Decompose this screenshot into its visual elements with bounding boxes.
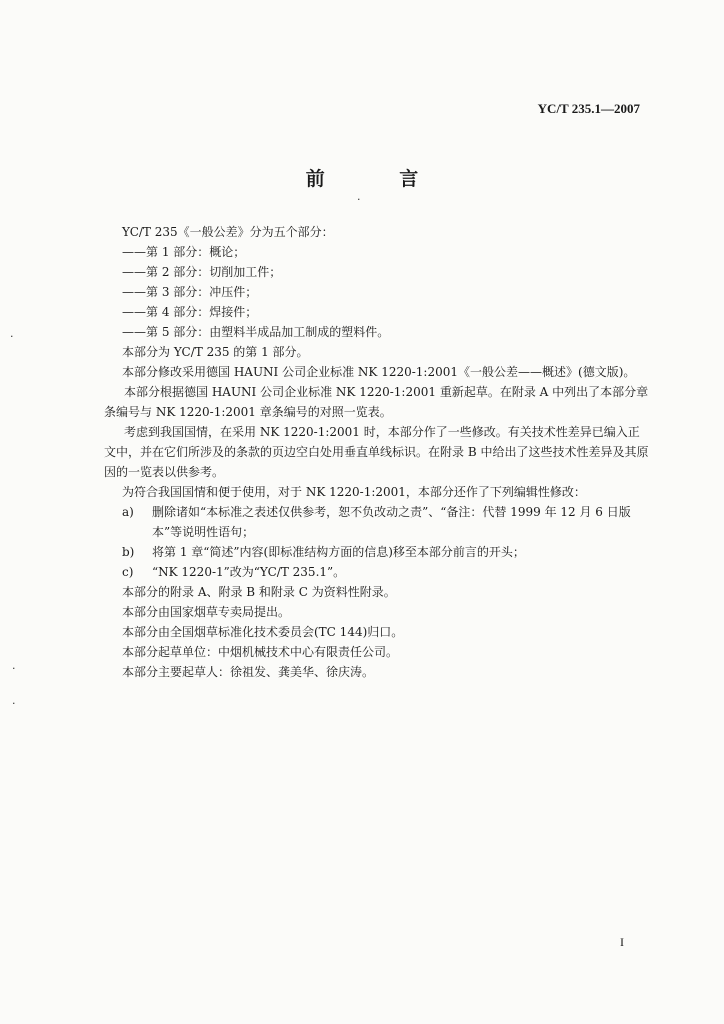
list-item: ——第 2 部分：切削加工件； [122,265,282,279]
scan-speck: · [357,193,361,206]
text-line: 本部分由国家烟草专卖局提出。 [122,605,291,619]
list-marker: c) [122,565,134,579]
list-item: ——第 3 部分：冲压件； [122,285,258,299]
standard-number: YC/T 235.1—2007 [537,101,640,116]
scan-speck: · [10,330,14,343]
text-line: 本部分由全国烟草标准化技术委员会(TC 144)归口。 [122,625,404,639]
text-line: 本部分起草单位：中烟机械技术中心有限责任公司。 [122,645,399,659]
scan-speck: · [12,697,16,710]
list-item: ——第 5 部分：由塑料半成品加工制成的塑料件。 [122,325,390,339]
paragraph: 本部分根据德国 HAUNI 公司企业标准 NK 1220-1:2001 重新起草。在附录 A 中列出了本部分章条编号与 NK 1220-1:2001 章条编号的对照一览表。 [104,385,649,419]
list-item [104,502,649,542]
text-line: 本部分为 YC/T 235 的第 1 部分。 [122,345,309,359]
list-text: 将第 1 章“简述”内容(即标准结构方面的信息)移至本部分前言的开头； [152,545,525,559]
paragraph: 考虑到我国国情，在采用 NK 1220-1:2001 时，本部分作了一些修改。有关技术性差异已编入正文中，并在它们所涉及的条款的页边空白处用垂直单线标识。在附录 B 中给出了这些技术性差异及其原因的一览表以供参考。 [104,425,649,479]
list-item [104,542,649,562]
list-item [104,562,649,582]
list-marker: b) [122,545,135,559]
text-line: YC/T 235《一般公差》分为五个部分： [122,225,334,239]
list-item: ——第 1 部分：概论； [122,245,246,259]
foreword-body [104,222,649,682]
list-text: “NK 1220-1”改为“YC/T 235.1”。 [152,565,346,579]
text-line: 本部分主要起草人：徐祖发、龚美华、徐庆涛。 [122,665,375,679]
page-number: I [620,935,624,949]
scan-speck: · [12,662,16,675]
list-item: ——第 4 部分：焊接件； [122,305,258,319]
text-line: 本部分修改采用德国 HAUNI 公司企业标准 NK 1220-1:2001《一般公差——概述》(德文版)。 [122,365,636,379]
text-line: 本部分的附录 A、附录 B 和附录 C 为资料性附录。 [122,585,396,599]
list-text: 删除诸如“本标准之表述仅供参考，恕不负改动之责”、“备注：代替 1999 年 12 月 6 日版本”等说明性语句； [152,505,631,539]
text-line: 为符合我国国情和便于使用，对于 NK 1220-1:2001，本部分还作了下列编辑性修改： [122,485,586,499]
list-marker: a) [122,505,134,519]
page-title: 前 言 [305,168,453,190]
